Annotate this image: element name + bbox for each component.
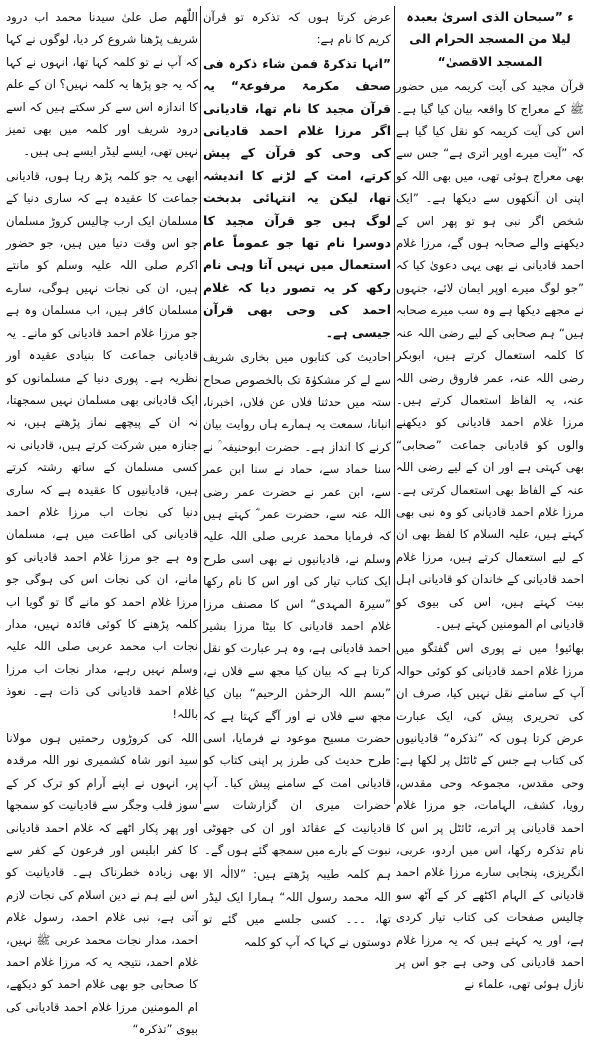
paragraph: ہم کلمہ طیبہ پڑھتے ہیں: ”لاالٰہ الا اللہ محمد رسول اللہ“ ہمارا ایک لیڈر تھا، ۔۔۔ کسی جلسے میں گئے تو دوستوں نے کہا کہ آپ کو کلمہ bbox=[203, 867, 391, 949]
paragraph: احادیث کی کتابوں میں بخاری شریف سے لے کر مشکوٰۃ تک بالخصوص صحاح ستہ میں حدثنا فلاں عن فلاں، اخبرنا، انبانا، سمعت یہ ہمارے ہاں روایت بیان کرنے کا انداز ہے۔ حضرت ابوحنیفہ ؒ نے سنا حماد سے، حماد نے سنا ابن عمر سے، ابن عمر نے حضرت عمر رضی اللہ عنہ سے، حضرت عمر ؓ کہتے ہیں کہ فرمایا محمد عربی صلی اللہ علیہ وسلم نے، قادیانیوں نے بھی اسی طرح ایک کتاب تیار کی اور اس کا نام رکھا ”سیرۃ المہدی“ اس کا مصنف مرزا غلام احمد قادیانی کا بیٹا مرزا بشیر احمد قادیانی ہے، وہ ہر عبارت کو نقل کرتا ہے کہ بیان کیا مجھ سے فلاں نے، ”بسم اللہ الرحمٰن الرحیم“ بیان کیا مجھ سے فلاں نے اور آگے کہتا ہے کہ حضرت مسیح موعود نے فرمایا، اسی طرح حدیث کی طرز پر اپنی کتاب کو قادیانی امت کے سامنے پیش کیا۔ آپ حضرات میری ان گزارشات سے قادیانیت کے عقائد اور ان کی جھوٹی نبوت کے بارے میں سمجھ گئے ہوں گے۔ bbox=[203, 350, 391, 858]
column-right bbox=[396, 6, 584, 992]
column-left bbox=[6, 6, 198, 1037]
paragraph: قرآن مجید کی آیت کریمہ میں حضور ﷺ کے معراج کا واقعہ بیان کیا گیا ہے۔ اس کی آیت کریمہ کو نقل کیا گیا ہے کہ ”آیت میرے اوپر اتری ہے“ جس سے بھی معراج ہوئی تھی، میں بھی اللہ کو اپنی ان آنکھوں سے دیکھا ہے۔ ”ایک شخص اگر نبی ہو تو پھر اس کے دیکھنے والے صحابہ ہوں گے، مرزا غلام احمد قادیانی نے بھی یہی دعویٰ کیا کہ ”جو لوگ میرے اوپر ایمان لائے، جنہوں نے مجھے دیکھا ہے وہ سب میرے صحابہ ہیں“ ہم صحابی کے لیے رضی اللہ عنہ کا کلمہ استعمال کرتے ہیں، ابوبکر رضی اللہ عنہ، عمر فاروق رضی اللہ عنہ، یہ الفاظ استعمال کرتے ہیں۔ مرزا غلام احمد قادیانی کو دیکھنے والوں کو قادیانی جماعت ”صحابی“ بھی کہتی ہے اور ان کے لیے رضی اللہ عنہ کے الفاظ بھی استعمال کرتی ہے۔ مرزا غلام احمد قادیانی کو وہ نبی بھی کہتے ہیں، علیہ السلام کا لفظ بھی ان کے لیے استعمال کرتے ہیں، مرزا غلام احمد قادیانی کے خاندان کو قادیانی اہل بیت کہتے ہیں، اس کی بیوی کو قادیانی ام المومنین کہتے ہیں۔ bbox=[396, 79, 584, 631]
quran-verse: ء ”سبحان الذی اسریٰ بعبدہ لیلا من المسجد الحرام الی المسجد الاقصیٰ“ bbox=[406, 9, 574, 69]
paragraph: اللہ کی کروڑوں رحمتیں ہوں مولانا سید انور شاہ کشمیری نور اللہ مرقدہ پر، انہوں نے اپنے آرام کو ترک کر کے سوز قلب وجگر سے قادیانیت کو سمجھا اور پھر پکار اٹھے کہ غلام احمد قادیانی کا کفر ابلیس اور فرعون کے کفر سے بھی زیادہ خطرناک ہے۔ قادیانیت کو اس لیے ہم نے دین اسلام کی نجات لازم آتی ہے، نبی غلام احمد، رسول غلام احمد، مدار نجات محمد عربی ﷺ نہیں، غلام احمد، نتیجہ یہ کہ مرزا غلام احمد کا صحابی جو بھی غلام احمد کو دیکھے، ام المومنین مرزا غلام احمد قادیانی کی بیوی ”تذکرہ“ bbox=[6, 731, 198, 1037]
column-middle bbox=[203, 6, 391, 949]
column-divider bbox=[200, 6, 201, 804]
paragraph: اللّٰھم صل علیٰ سیدنا محمد اب درود شریف پڑھنا شروع کر دیا، لوگوں نے کہا کہ آپ نے تو کلمہ کہا تھا، انہوں نے کہا کہ یہ جو پڑھا یہ کلمہ نہیں؟ ان کے علم کا اندازہ اس سے کر سکتے ہیں کہ اسے درود شریف اور کلمہ میں بھی تمیز نہیں تھی، ایسے لیڈر ایسے ہی ہیں۔ bbox=[6, 10, 198, 159]
paragraph: بھائیو! میں نے پوری اس گفتگو میں مرزا غلام احمد قادیانی کو کوئی حوالہ آپ کے سامنے نقل نہیں کیا، صرف ان کی تحریری پیش کی، ایک عبارت عرض کرتا ہوں کہ ”تذکرہ“ قادیانیوں کی کتاب ہے جس کے ٹائٹل پر لکھا ہے: وحی مقدس، مجموعہ وحی مقدس، رویا، کشف، الہامات، جو مرزا غلام احمد قادیانی پر اترے، ٹائٹل پر اس کا نام تذکرہ رکھا، اس میں اردو، عربی، انگریزی، پنجابی سارے مرزا غلام احمد قادیانی کے الہام اکٹھے کر کے آٹھ سو چالیس صفحات کی کتاب تیار کردی ہے، اور یہ کہتے ہیں کہ یہ مرزا غلام احمد قادیانی کی وحی ہے جو اس پر نازل ہوئی تھی، علماء نے bbox=[396, 641, 584, 992]
paragraph: عرض کرتا ہوں کہ تذکرہ تو قرآن کریم کا نام ہے: bbox=[203, 10, 391, 47]
paragraph: ابھی یہ جو کلمہ پڑھ رہا ہوں، قادیانی جماعت کا عقیدہ ہے کہ ساری دنیا کے مسلمان ایک ارب چالیس کروڑ مسلمان جو اس وقت دنیا میں ہیں، جو حضور اکرم صلی اللہ علیہ وسلم کو مانتے ہیں، ان کی نجات نہیں ہوگی، سارے مسلمان کافر ہیں، اب مسلمان وہ ہے جو مرزا غلام احمد قادیانی کو مانے۔ یہ قادیانی جماعت کا بنیادی عقیدہ اور نظریہ ہے۔ پوری دنیا کے مسلمانوں کو ایک قادیانی بھی مسلمان نہیں سمجھتا، نہ ان کے پیچھے نماز پڑھتے ہیں، نہ جنازہ میں شرکت کرتے ہیں، قادیانی نہ کسی مسلمان کے ساتھ رشتہ کرتے ہیں، قادیانیوں کا عقیدہ ہے کہ ساری دنیا کی نجات اب مرزا غلام احمد قادیانی کی اطاعت میں ہے، مسلمان وہ ہے جو مرزا غلام احمد قادیانی کو مانے، ان کی نجات اس کی ہوگی جو مرزا غلام احمد کو مانے گا تو گویا اب کلمہ پڑھنے کا کوئی فائدہ نہیں، مدار نجات اب محمد عربی صلی اللہ علیہ وسلم نہیں رہے، مدار نجات اب مرزا غلام احمد قادیانی کی ذات ہے۔ نعوذ باللہ! bbox=[6, 168, 198, 721]
quran-verse: ”انہا تذکرۃ فمن شاء ذکرہ فی صحف مکرمۃ مرفوعۃ“ یہ قرآن مجید کا نام تھا، قادیانی اگر مرزا غلام احمد قادیانی کی وحی کو قرآن کے پیش کرتے، امت کے لڑنے کا اندیشہ تھا، لیکن یہ انتہائی بدبخت لوگ ہیں جو قرآن مجید کا دوسرا نام تھا جو عموماً عام استعمال میں نہیں آتا وہی نام رکھ کر یہ تصور دیا کہ غلام احمد کی وحی بھی قرآن جیسی ہے۔ bbox=[203, 55, 391, 340]
column-divider bbox=[394, 6, 395, 804]
